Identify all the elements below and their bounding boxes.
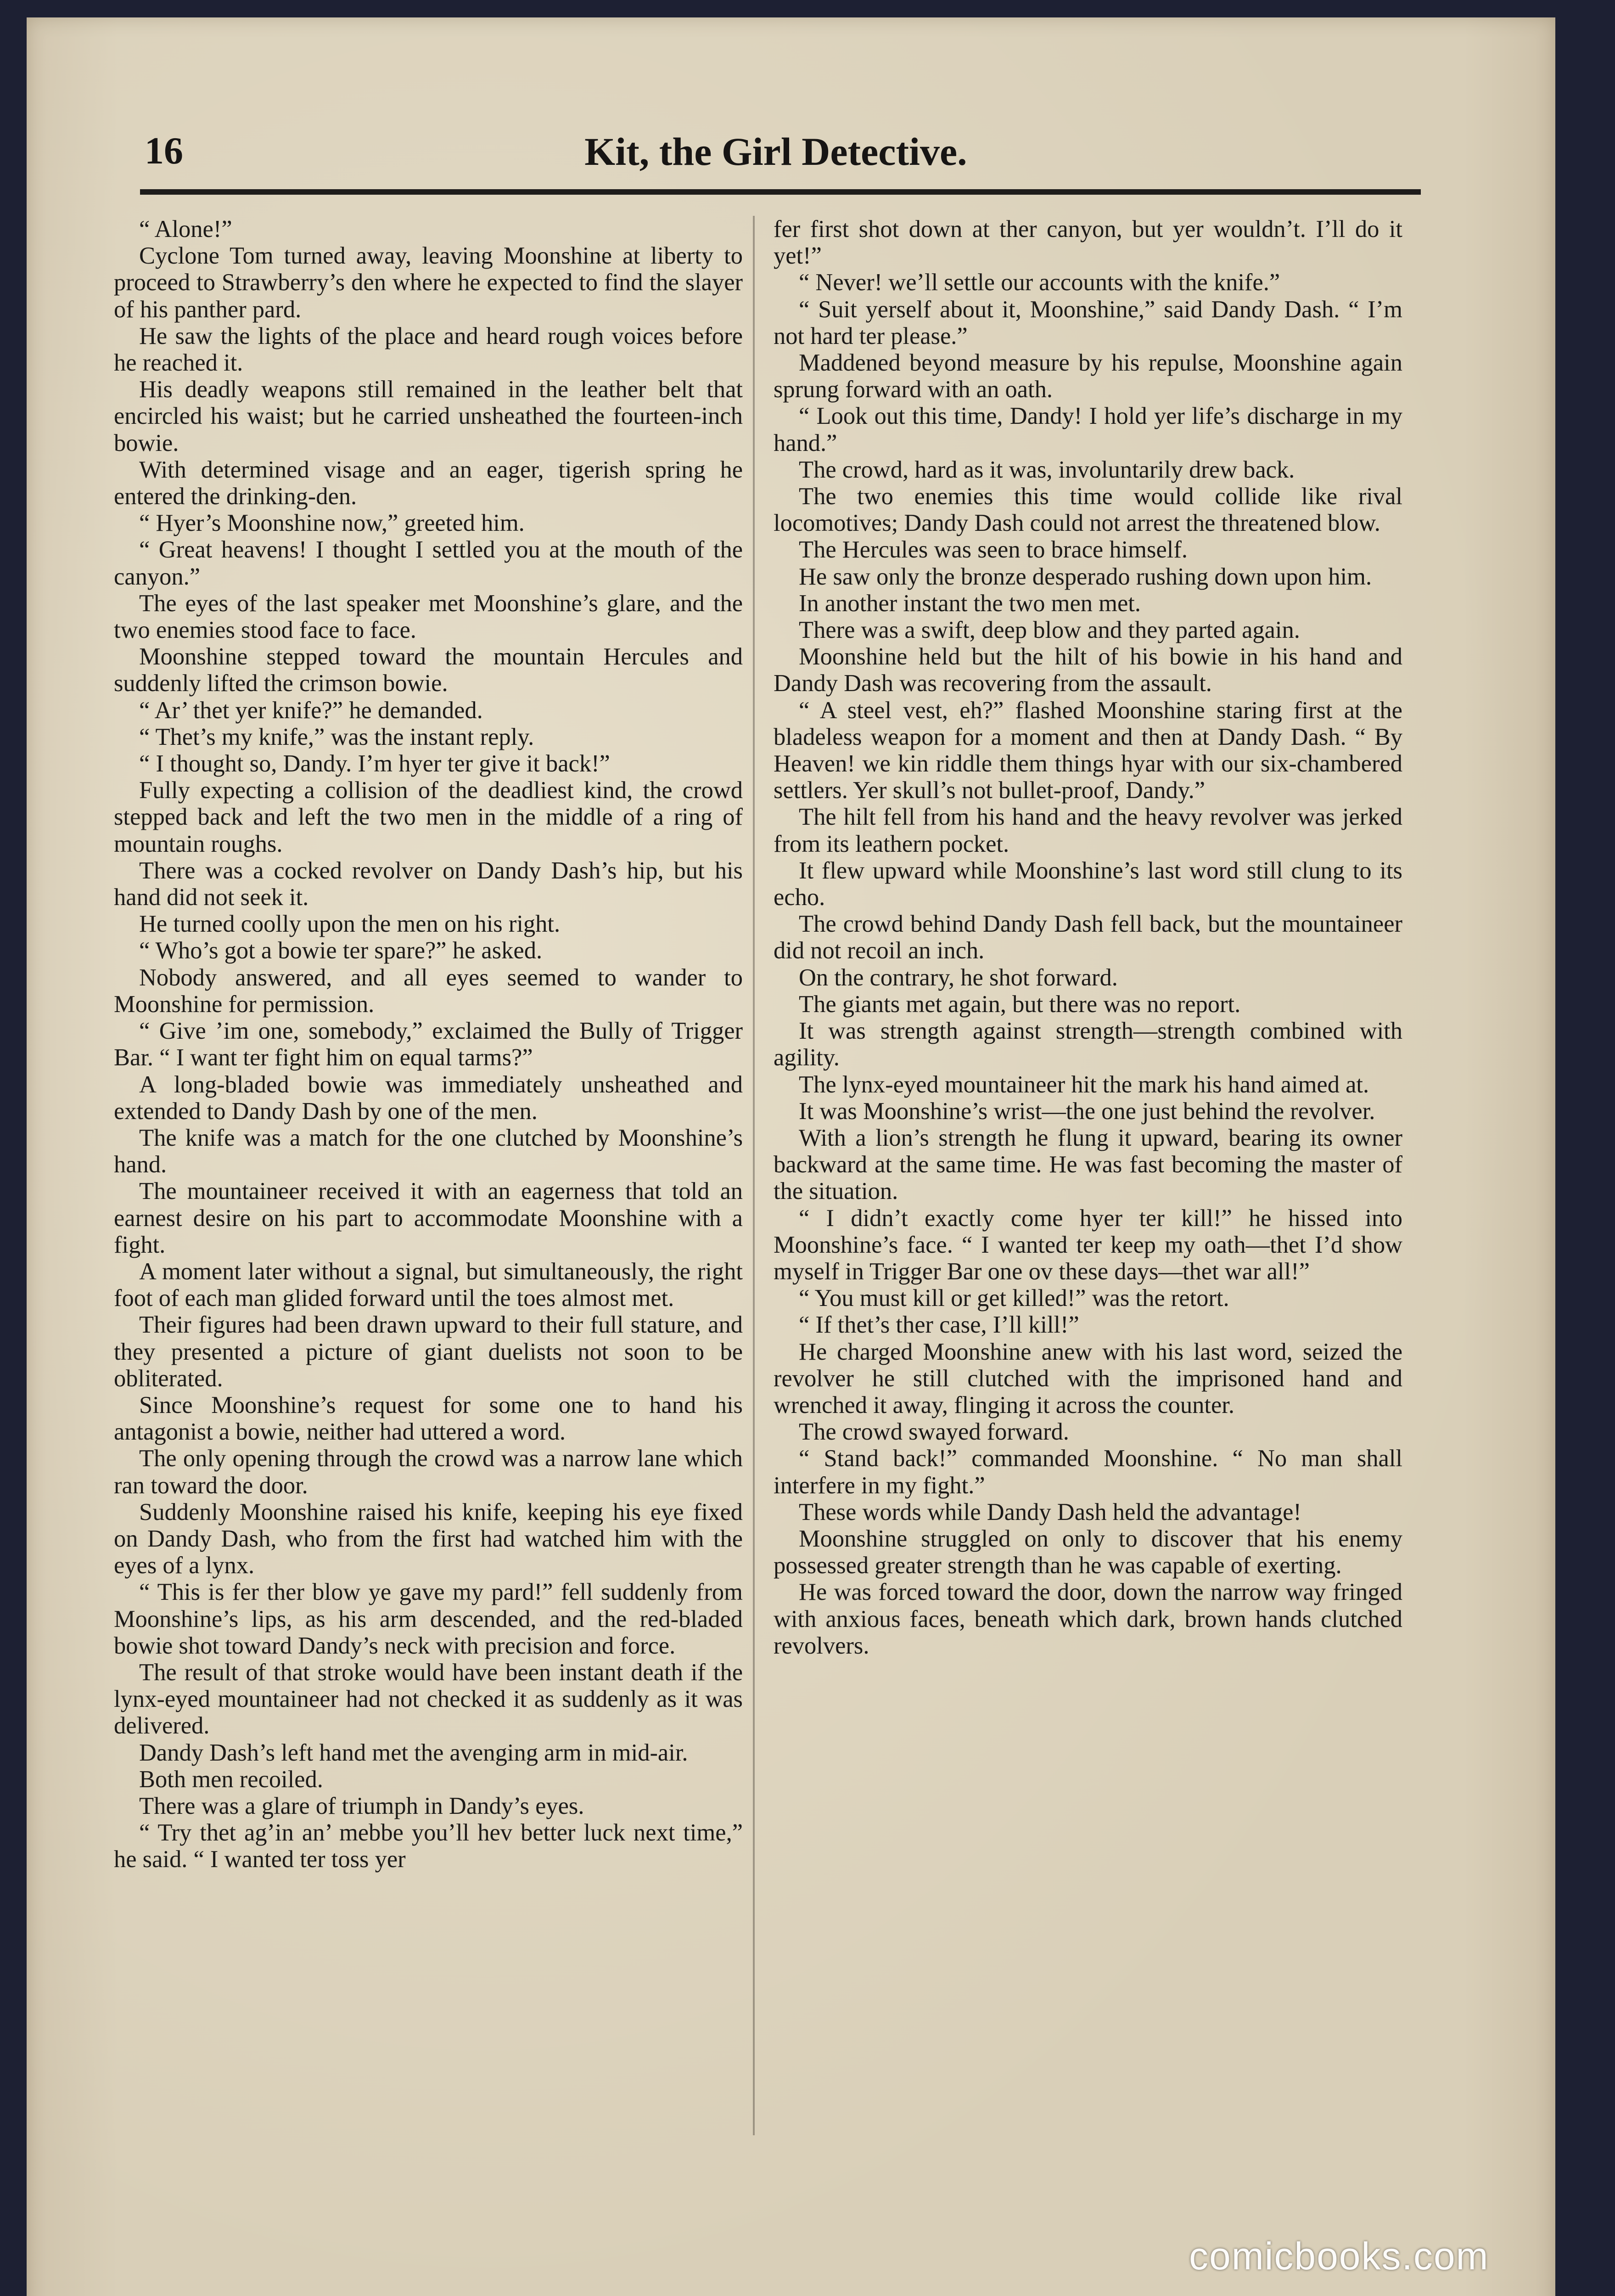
paragraph: “ Hyer’s Moonshine now,” greeted him.	[139, 510, 525, 537]
paragraph: It was strength against strength—strength combined with agility.	[774, 1018, 1402, 1071]
right-text-column	[774, 216, 1402, 2135]
paragraph: The only opening through the crowd was a narrow lane which ran toward the door.	[114, 1445, 743, 1499]
paragraph: Fully expecting a collision of the deadliest kind, the crowd stepped back and left the two men in the middle of a ring of mountain roughs.	[114, 777, 743, 857]
paragraph: With determined visage and an eager, tigerish spring he entered the drinking-den.	[114, 456, 743, 510]
paragraph: The crowd swayed forward.	[799, 1418, 1069, 1446]
paragraph: He saw only the bronze desperado rushing down upon him.	[799, 563, 1372, 590]
paragraph: “ Who’s got a bowie ter spare?” he asked.	[139, 937, 543, 964]
site-watermark: comicbooks.com	[1189, 2234, 1489, 2278]
paragraph: The crowd behind Dandy Dash fell back, but the mountaineer did not recoil an inch.	[774, 911, 1402, 964]
paragraph: It was Moonshine’s wrist—the one just behind the revolver.	[799, 1097, 1375, 1125]
paragraph: Dandy Dash’s left hand met the avenging arm in mid-air.	[139, 1739, 688, 1766]
left-text-column	[114, 216, 743, 2135]
paragraph: fer first shot down at ther canyon, but yer wouldn’t. I’ll do it yet!”	[774, 216, 1402, 270]
paragraph: “ Great heavens! I thought I settled you at the mouth of the canyon.”	[114, 536, 743, 590]
paragraph: “ Try thet ag’in an’ mebbe you’ll hev better luck next time,” he said. “ I wanted ter toss yer	[114, 1819, 743, 1873]
paragraph: Moonshine struggled on only to discover that his enemy possessed greater strength than he was capable of exerting.	[774, 1525, 1402, 1579]
paragraph: The lynx-eyed mountaineer hit the mark his hand aimed at.	[799, 1071, 1369, 1098]
paragraph: “ Look out this time, Dandy! I hold yer life’s discharge in my hand.”	[774, 403, 1402, 456]
paragraph: “ I didn’t exactly come hyer ter kill!” he hissed into Moonshine’s face. “ I wanted ter keep my oath—thet I’d show myself in Trigger Bar one ov these days—thet war all!”	[774, 1204, 1402, 1285]
page-number: 16	[145, 129, 183, 172]
paragraph: A moment later without a signal, but simultaneously, the right foot of each man glided forward until the toes almost met.	[114, 1258, 743, 1312]
paragraph: “ If thet’s ther case, I’ll kill!”	[799, 1311, 1079, 1339]
running-title: Kit, the Girl Detective.	[584, 129, 967, 174]
paragraph: On the contrary, he shot forward.	[799, 964, 1118, 991]
paragraph: Since Moonshine’s request for some one to hand his antagonist a bowie, neither had uttered a word.	[114, 1391, 743, 1446]
paragraph: He turned coolly upon the men on his right.	[139, 911, 561, 938]
paragraph: These words while Dandy Dash held the advantage!	[799, 1498, 1301, 1525]
paragraph: Nobody answered, and all eyes seemed to wander to Moonshine for permission.	[114, 964, 743, 1018]
paragraph: The eyes of the last speaker met Moonshine’s glare, and the two enemies stood face to face.	[114, 590, 743, 644]
paragraph: With a lion’s strength he flung it upward, bearing its owner backward at the same time. He was fast becoming the master of the situation.	[774, 1124, 1402, 1205]
paragraph: “ You must kill or get killed!” was the retort.	[799, 1285, 1229, 1312]
column-divider	[753, 216, 755, 2135]
paragraph: There was a glare of triumph in Dandy’s eyes.	[139, 1792, 584, 1819]
paragraph: “ Never! we’ll settle our accounts with the knife.”	[799, 269, 1280, 296]
paragraph: “ Stand back!” commanded Moonshine. “ No man shall interfere in my fight.”	[774, 1445, 1402, 1499]
paragraph: “ Suit yerself about it, Moonshine,” said Dandy Dash. “ I’m not hard ter please.”	[774, 296, 1402, 349]
header-rule	[140, 189, 1421, 195]
paragraph: It flew upward while Moonshine’s last word still clung to its echo.	[774, 857, 1402, 911]
paragraph: There was a swift, deep blow and they parted again.	[799, 617, 1300, 644]
paragraph: Their figures had been drawn upward to their full stature, and they presented a picture of giant duelists not soon to be obliterated.	[114, 1311, 743, 1392]
paragraph: “ This is fer ther blow ye gave my pard!” fell suddenly from Moonshine’s lips, as his arm descended, and the red-bladed bowie shot toward Dandy’s neck with precision and force.	[114, 1579, 743, 1659]
paragraph: In another instant the two men met.	[799, 590, 1141, 617]
running-header	[117, 115, 1435, 184]
paragraph: The result of that stroke would have been instant death if the lynx-eyed mountaineer had not checked it as suddenly as it was delivered.	[114, 1659, 743, 1739]
paragraph: Both men recoiled.	[139, 1766, 323, 1793]
paragraph: The hilt fell from his hand and the heavy revolver was jerked from its leathern pocket.	[774, 804, 1402, 857]
paragraph: “ Thet’s my knife,” was the instant reply.	[139, 723, 534, 750]
paragraph: The two enemies this time would collide like rival locomotives; Dandy Dash could not arrest the threatened blow.	[774, 483, 1402, 537]
paragraph: “ Give ’im one, somebody,” exclaimed the Bully of Trigger Bar. “ I want ter fight him on equal tarms?”	[114, 1018, 743, 1071]
paragraph: “ I thought so, Dandy. I’m hyer ter give it back!”	[139, 750, 610, 777]
paragraph: “ Ar’ thet yer knife?” he demanded.	[139, 697, 483, 724]
paragraph: Moonshine held but the hilt of his bowie in his hand and Dandy Dash was recovering from the assault.	[774, 643, 1402, 697]
paragraph: “ A steel vest, eh?” flashed Moonshine staring first at the bladeless weapon for a moment and then at Dandy Dash. “ By Heaven! we kin riddle them things hyar with our six-chambered settlers. Yer skull’s not bullet-proof, Dandy.”	[774, 697, 1402, 804]
paragraph: Cyclone Tom turned away, leaving Moonshine at liberty to proceed to Strawberry’s den where he expected to find the slayer of his panther pard.	[114, 242, 743, 323]
paragraph: Suddenly Moonshine raised his knife, keeping his eye fixed on Dandy Dash, who from the first had watched him with the eyes of a lynx.	[114, 1498, 743, 1579]
paragraph: The mountaineer received it with an eagerness that told an earnest desire on his part to accommodate Moonshine with a fight.	[114, 1178, 743, 1258]
paragraph: The knife was a match for the one clutched by Moonshine’s hand.	[114, 1124, 743, 1178]
paragraph: He was forced toward the door, down the narrow way fringed with anxious faces, beneath which dark, brown hands clutched revolvers.	[774, 1579, 1402, 1659]
paragraph: Moonshine stepped toward the mountain Hercules and suddenly lifted the crimson bowie.	[114, 643, 743, 697]
paragraph: The giants met again, but there was no report.	[799, 990, 1241, 1018]
paragraph: He saw the lights of the place and heard rough voices before he reached it.	[114, 322, 743, 377]
paragraph: Maddened beyond measure by his repulse, Moonshine again sprung forward with an oath.	[774, 349, 1402, 403]
paragraph: “ Alone!”	[139, 216, 232, 242]
paragraph: He charged Moonshine anew with his last word, seized the revolver he still clutched with the imprisoned hand and wrenched it away, flinging it across the counter.	[774, 1338, 1402, 1418]
paragraph: A long-bladed bowie was immediately unsheathed and extended to Dandy Dash by one of the men.	[114, 1071, 743, 1125]
paragraph: The crowd, hard as it was, involuntarily drew back.	[799, 456, 1295, 483]
paragraph: The Hercules was seen to brace himself.	[799, 536, 1188, 563]
paragraph: His deadly weapons still remained in the leather belt that encircled his waist; but he carried unsheathed the fourteen-inch bowie.	[114, 376, 743, 456]
paragraph: There was a cocked revolver on Dandy Dash’s hip, but his hand did not seek it.	[114, 857, 743, 911]
